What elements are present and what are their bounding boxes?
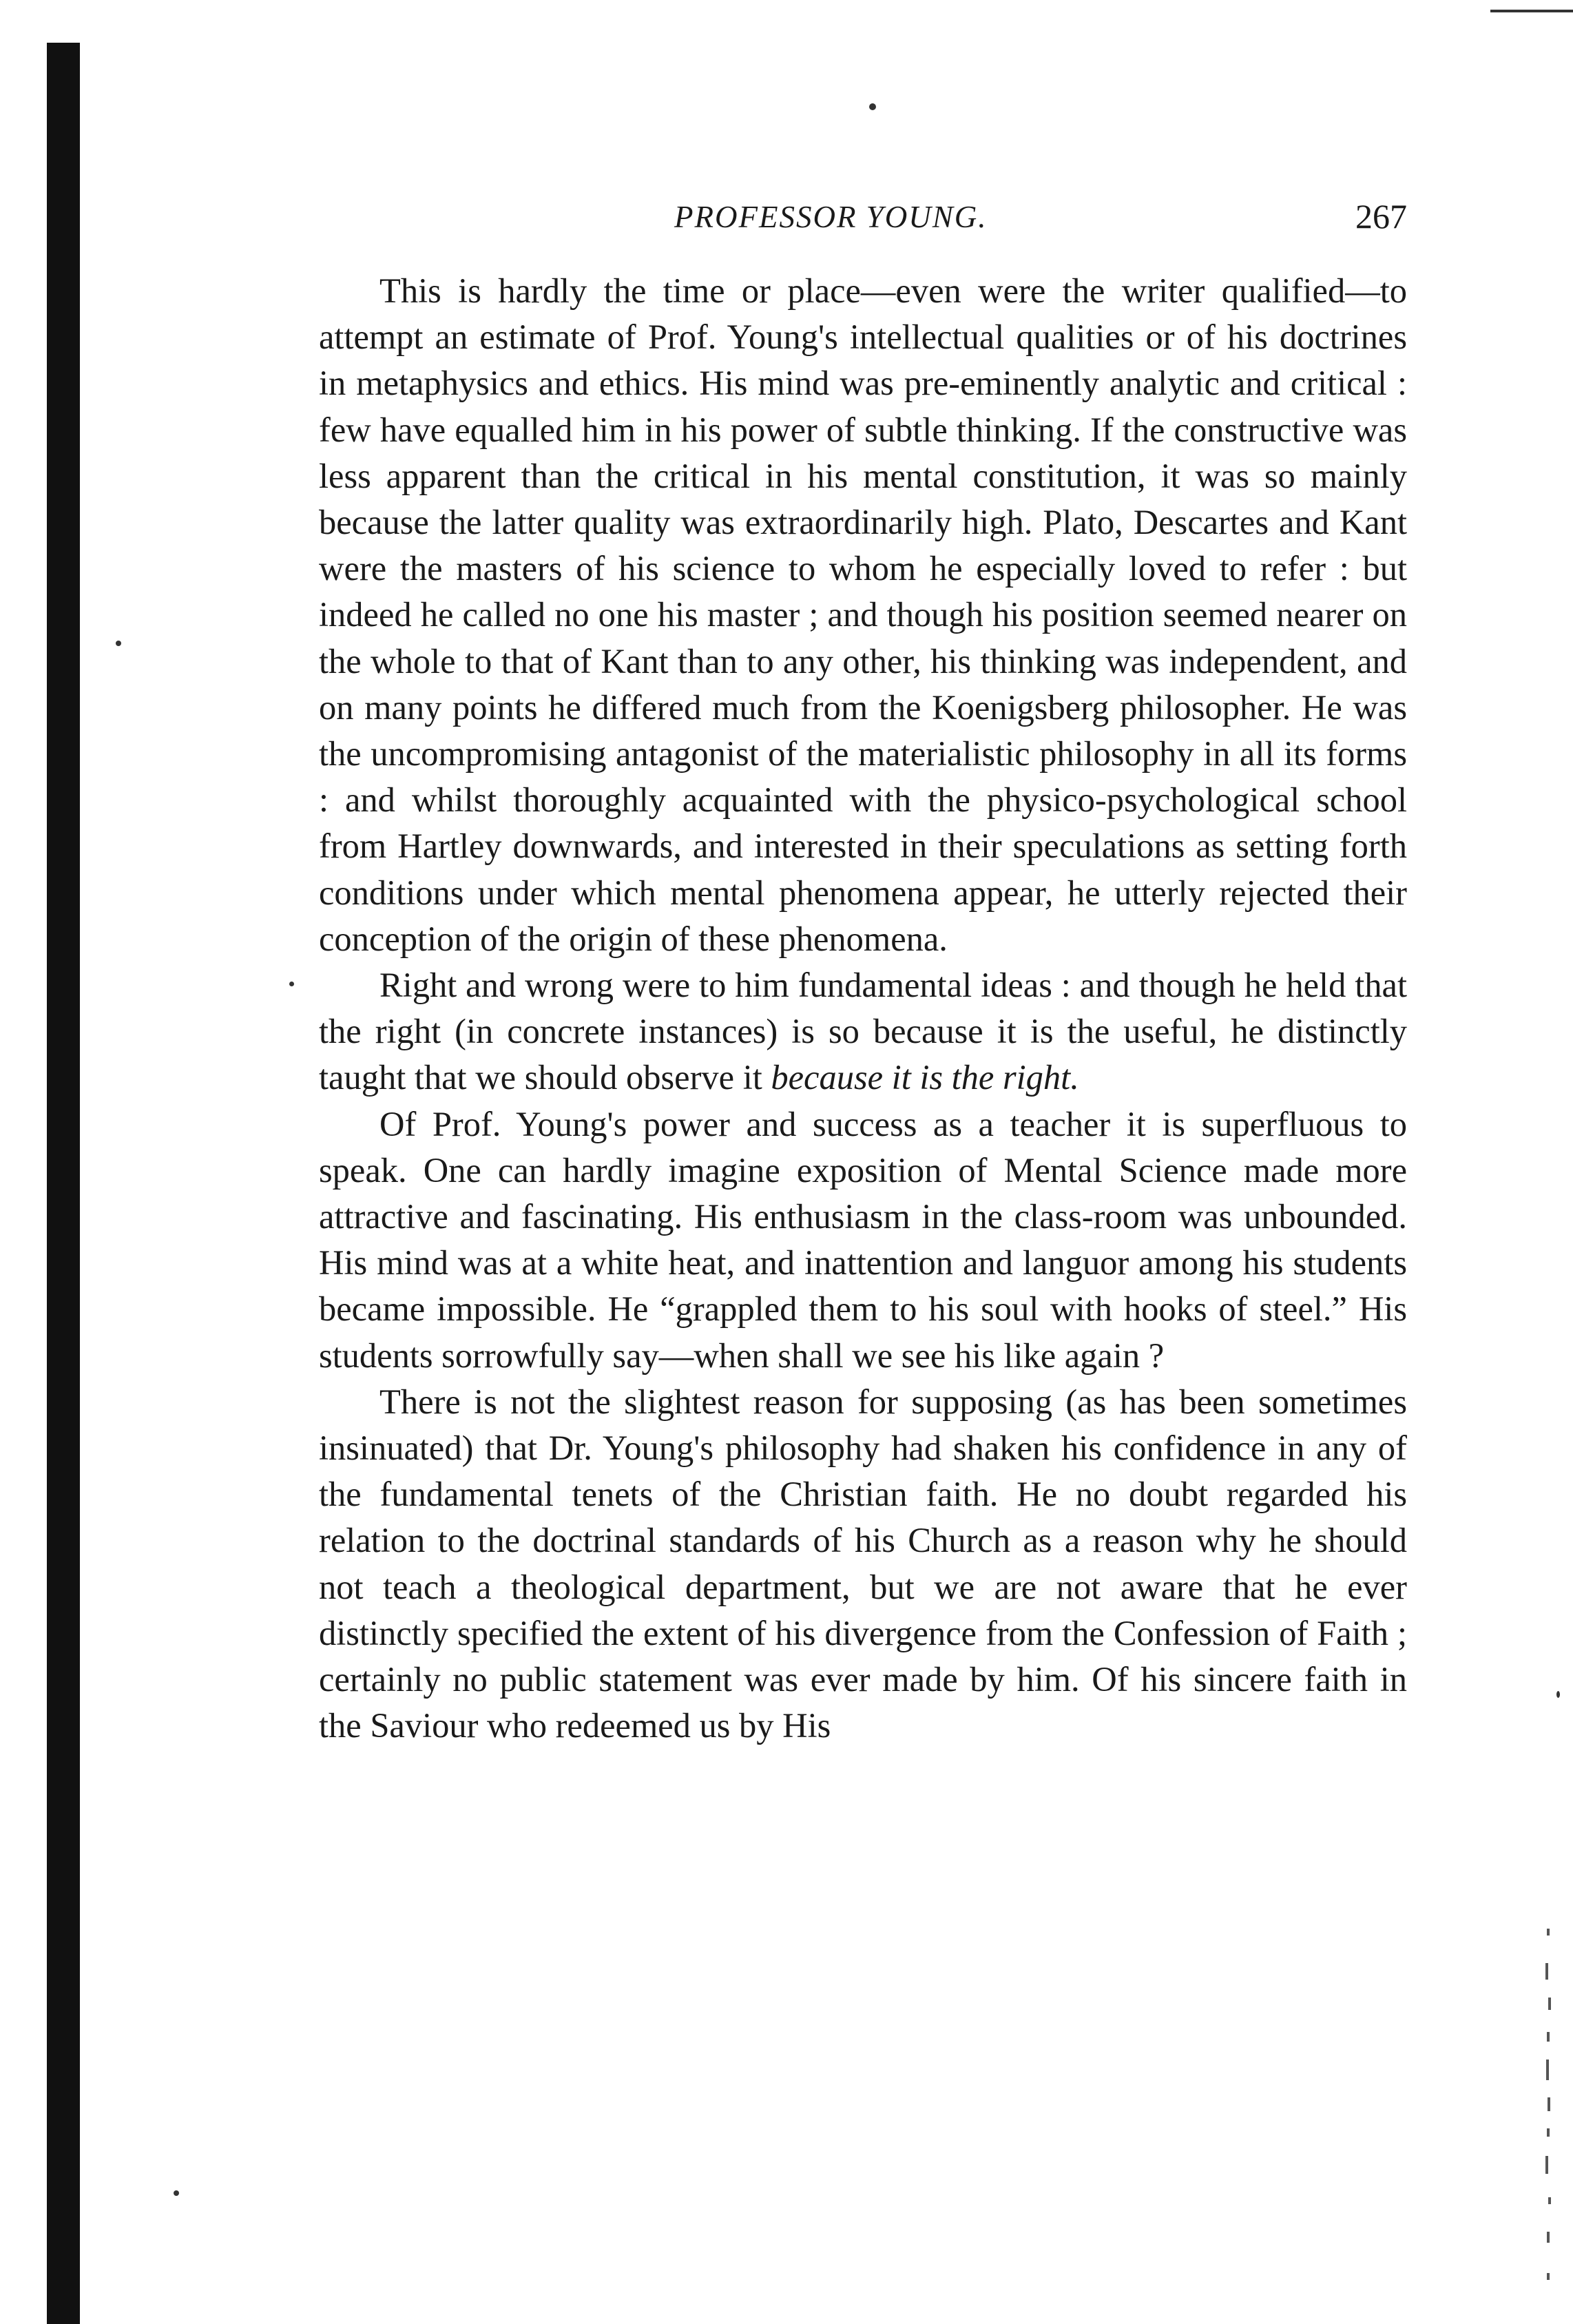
paragraph: [319, 1101, 1407, 1379]
paragraph-italic-text: because it is the right.: [771, 1058, 1079, 1097]
paragraph-text: There is not the slightest reason for supposing (as has been sometimes insinuated) that Dr. Young's philosophy had shaken his confidence in any of the fundamental tenets of the Christian faith. He no doubt regarded his relation to the doctrinal standards of his Church as a reason why he should not teach a theological department, but we are not aware that he ever distinctly specified the extent of his divergence from the Confession of Faith ; certainly no public statement was ever made by him. Of his sincere faith in the Saviour who redeemed us by His: [319, 1382, 1407, 1745]
paragraph: [319, 1379, 1407, 1750]
paragraph: [319, 268, 1407, 962]
running-title: PROFESSOR YOUNG.: [674, 200, 988, 234]
scan-speck: [174, 2190, 179, 2196]
scan-speck: [869, 103, 876, 110]
scan-speck: [289, 982, 294, 986]
paragraph-text: Of Prof. Young's power and success as a teacher it is superfluous to speak. One can hardly imagine exposition of Mental Science made more attractive and fascinating. His enthusiasm in the class-room was unbounded. His mind was at a white heat, and inattention and languor among his students became impossible. He “grappled them to his soul with hooks of steel.” His students sorrowfully say—when shall we see his like again ?: [319, 1104, 1407, 1375]
scan-speck: [116, 641, 121, 646]
running-header: [319, 195, 1407, 250]
scan-binding-edge: [47, 43, 80, 2324]
book-page: [319, 195, 1407, 1750]
scan-edge-marks: [1533, 1929, 1561, 2314]
page-number: 267: [1355, 197, 1407, 236]
body-text: [319, 268, 1407, 1750]
scan-speck: [1556, 1691, 1560, 1698]
scan-top-rule: [1490, 10, 1573, 12]
paragraph-text: This is hardly the time or place—even were the writer qualified—to attempt an estimate of Prof. Young's intellectual qualities or of his doctrines in metaphysics and ethics. His mind was pre-eminently analytic and critical : few have equalled him in his power of subtle thinking. If the constructive was less apparent than the critical in his mental constitution, it was so mainly because the latter quality was extraordinarily high. Plato, Descartes and Kant were the masters of his science to whom he especially loved to refer : but indeed he called no one his master ; and though his position seemed nearer on the whole to that of Kant than to any other, his thinking was independent, and on many points he differed much from the Koenigsberg philosopher. He was the uncompromising antagonist of the materialistic philosophy in all its forms : and whilst thoroughly acquainted with the physico-psychological school from Hartley downwards, and interested in their speculations as setting forth conditions under which mental phenomena appear, he utterly rejected their conception of the origin of these phenomena.: [319, 271, 1407, 958]
paragraph: [319, 962, 1407, 1101]
paragraph-text: Right and wrong were to him fundamental ideas : and though he held that the right (in concrete instances) is so because it is the useful, he distinctly taught that we should observe it: [319, 966, 1407, 1097]
